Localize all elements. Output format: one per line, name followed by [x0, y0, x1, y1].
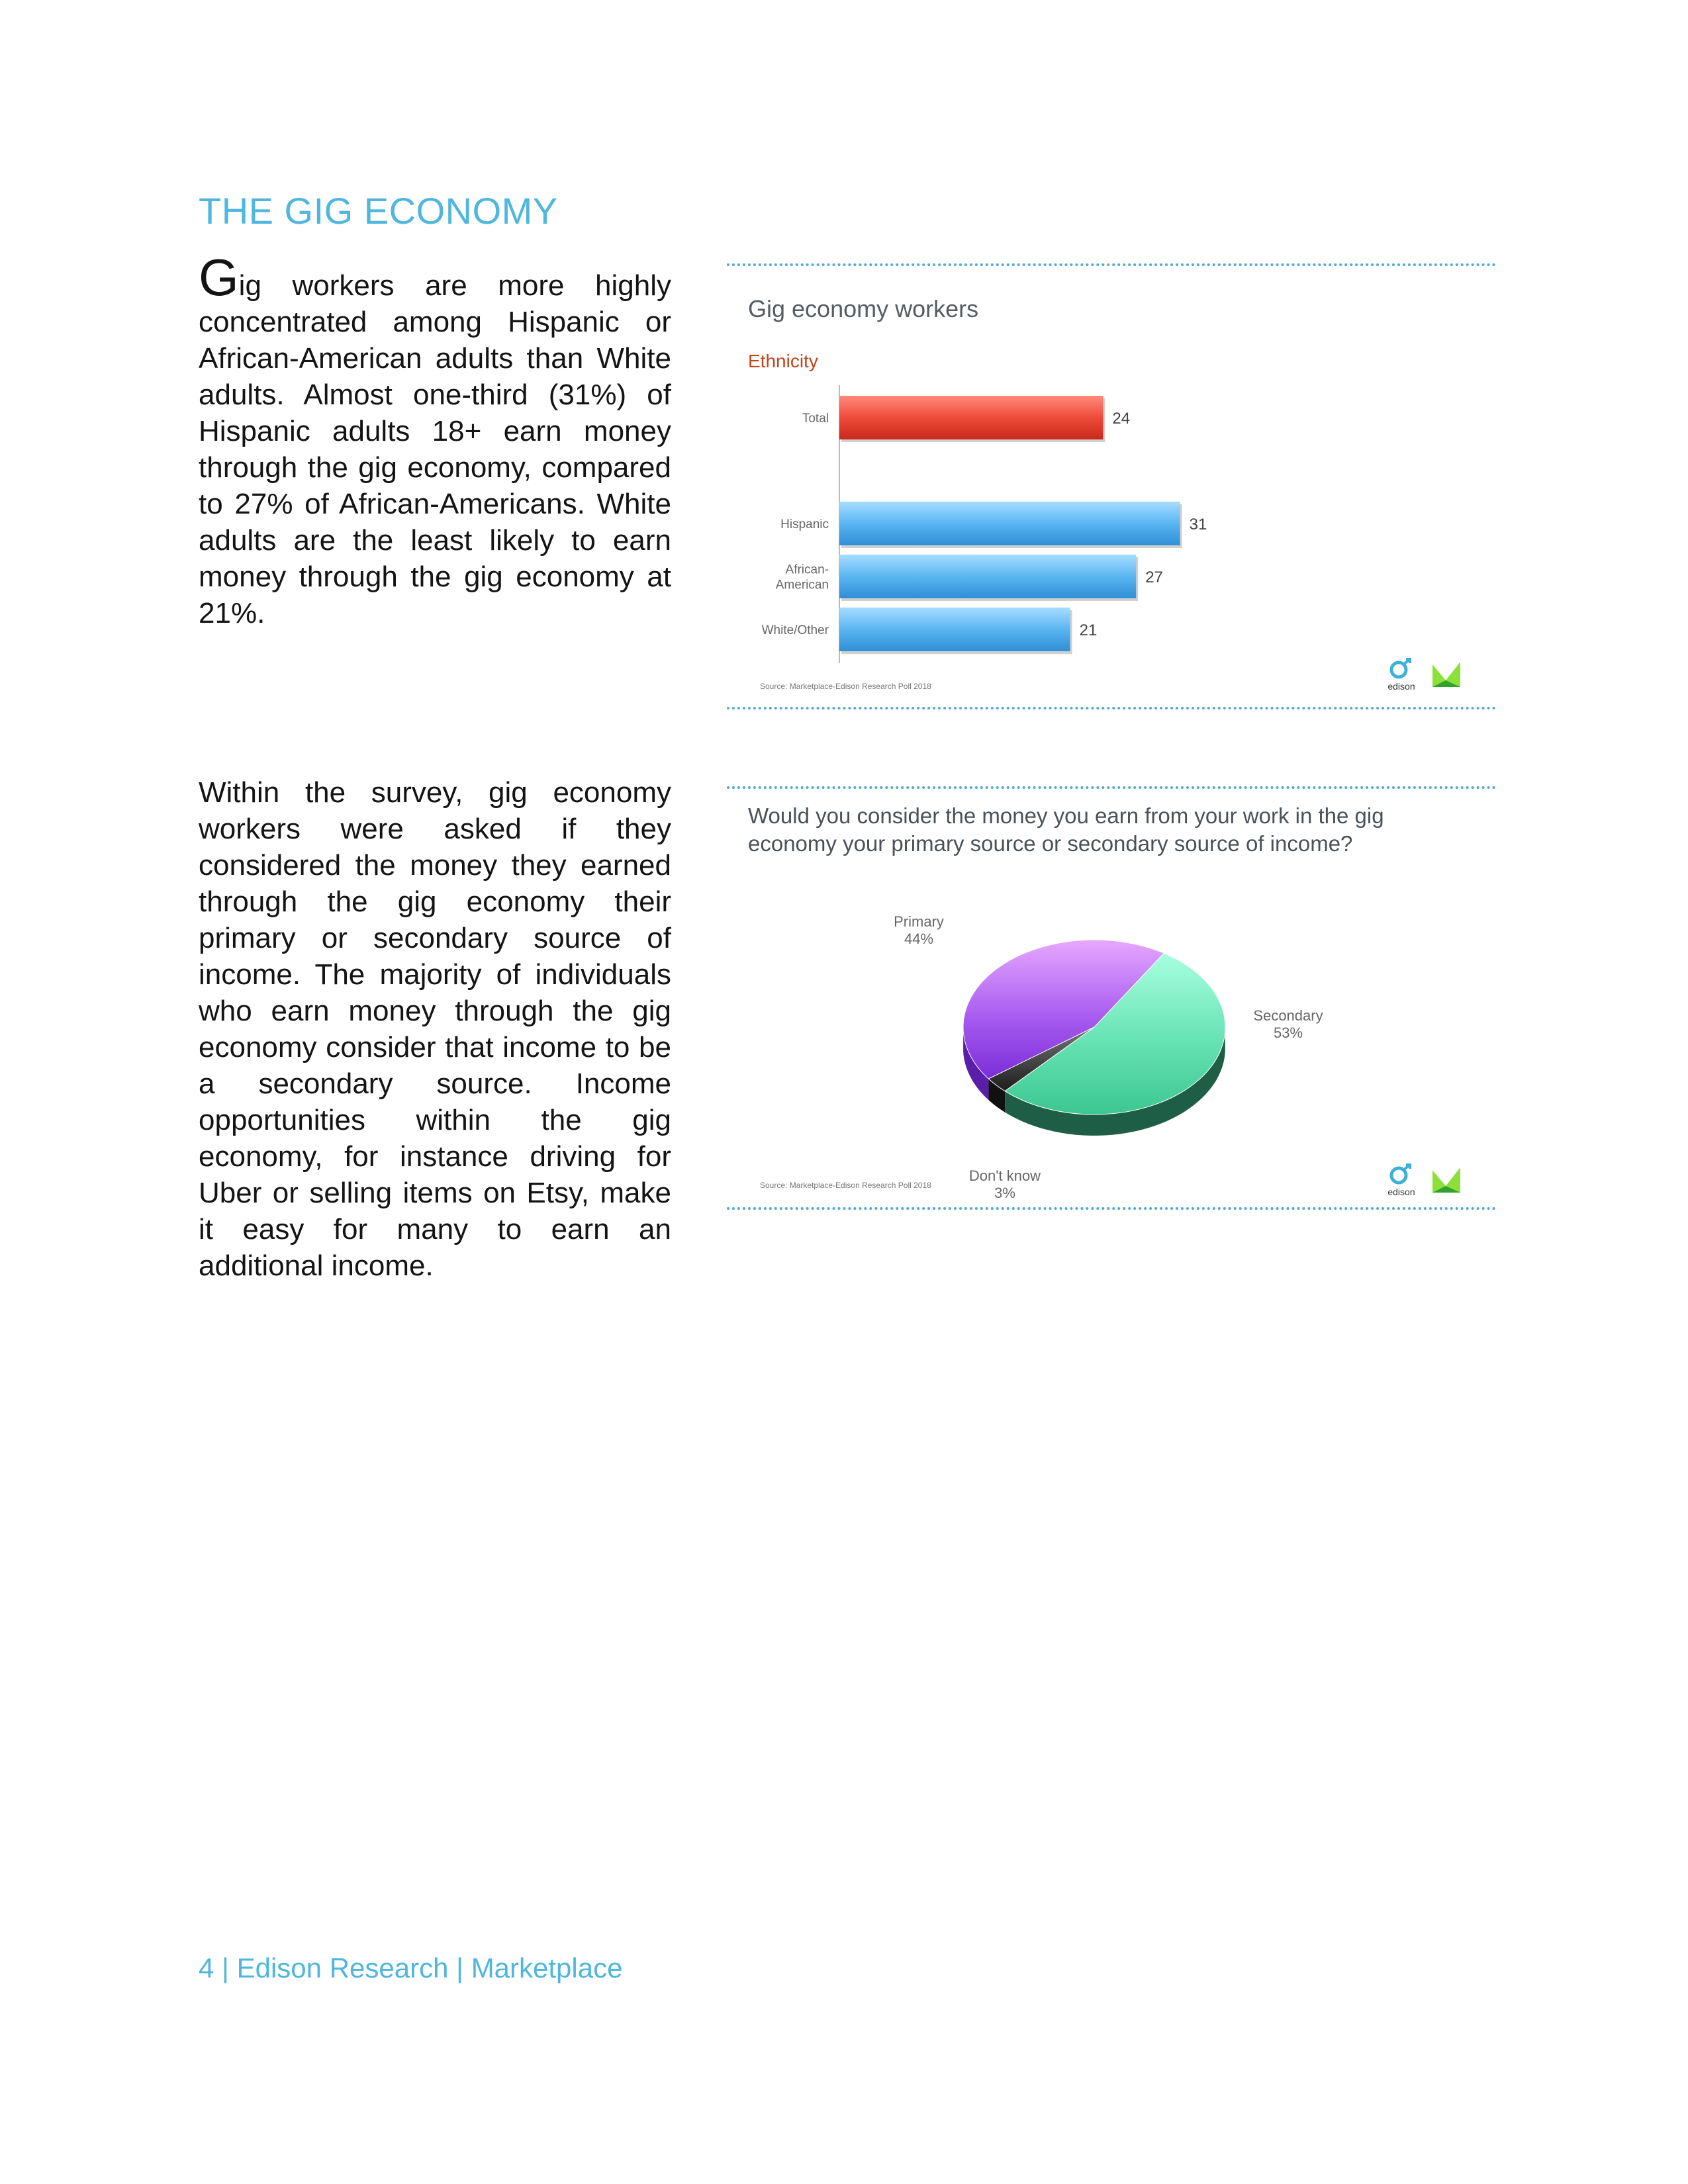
paragraph-ethnicity-text: ig workers are more highly concentrated among Hispanic or African-American adults than White adults. Almost one-third (31%) of Hispanic adults 18+ earn money through the gig economy, compared to 27% of African-Americans. White adults are the least likely to earn money through the gig economy at 21%. [199, 269, 671, 629]
ethnicity-bar-chart [727, 266, 1496, 712]
pie-label-name: Secondary [1253, 1007, 1323, 1024]
edison-logo [1382, 658, 1421, 692]
ethnicity-chart-panel [727, 263, 1496, 709]
pie-label-name: Primary [894, 913, 944, 930]
pie-label-value: 44% [904, 931, 934, 947]
bar-total [839, 396, 1103, 439]
income-source-chart-panel [727, 786, 1496, 1210]
pie-label-name: Don't know [968, 1167, 1041, 1184]
marketplace-logo [1430, 658, 1463, 692]
category-label: Total [802, 412, 829, 426]
chart-source: Source: Marketplace-Edison Research Poll 2018 [760, 682, 931, 691]
category-label: African- [785, 563, 829, 577]
bar-hispanic [839, 502, 1180, 545]
category-label: American [775, 578, 829, 592]
bar-value-label: 31 [1189, 516, 1207, 533]
marketplace-logo [1430, 1163, 1463, 1198]
pie-label-value: 3% [994, 1185, 1015, 1201]
bar-value-label: 24 [1112, 410, 1131, 428]
chart-subtitle: Ethnicity [748, 351, 818, 371]
bar-african-american [839, 555, 1136, 598]
page-footer: 4 | Edison Research | Marketplace [199, 1952, 623, 1983]
category-label: Hispanic [780, 518, 829, 531]
chart-question: Would you consider the money you earn from your work in the gig economy your primary source or secondary source of income? [748, 803, 1384, 856]
svg-text:edison: edison [1387, 681, 1415, 692]
category-label: White/Other [761, 623, 829, 637]
drop-cap: G [199, 248, 239, 306]
income-source-pie-chart [727, 789, 1496, 1212]
svg-text:edison: edison [1387, 1187, 1415, 1197]
paragraph-income-source: Within the survey, gig economy workers were asked if they considered the money they earned through the gig economy their primary or secondary source of income. The majority of individuals who earn money through the gig economy consider that income to be a secondary source. Income opportunities within the gig economy, for instance driving for Uber or selling items on Etsy, make it easy for many to earn an additional income. [199, 776, 671, 1282]
chart-source: Source: Marketplace-Edison Research Poll 2018 [760, 1181, 931, 1190]
bar-value-label: 27 [1145, 569, 1163, 586]
bar-value-label: 21 [1079, 621, 1098, 639]
bar-white-other [839, 608, 1070, 651]
chart-title: Gig economy workers [748, 295, 979, 322]
paragraph-ethnicity [199, 248, 671, 631]
section-title: THE GIG ECONOMY [199, 190, 558, 232]
pie-label-value: 53% [1273, 1024, 1303, 1041]
edison-logo [1382, 1163, 1421, 1198]
logos [1382, 658, 1463, 692]
logos [1382, 1163, 1463, 1198]
